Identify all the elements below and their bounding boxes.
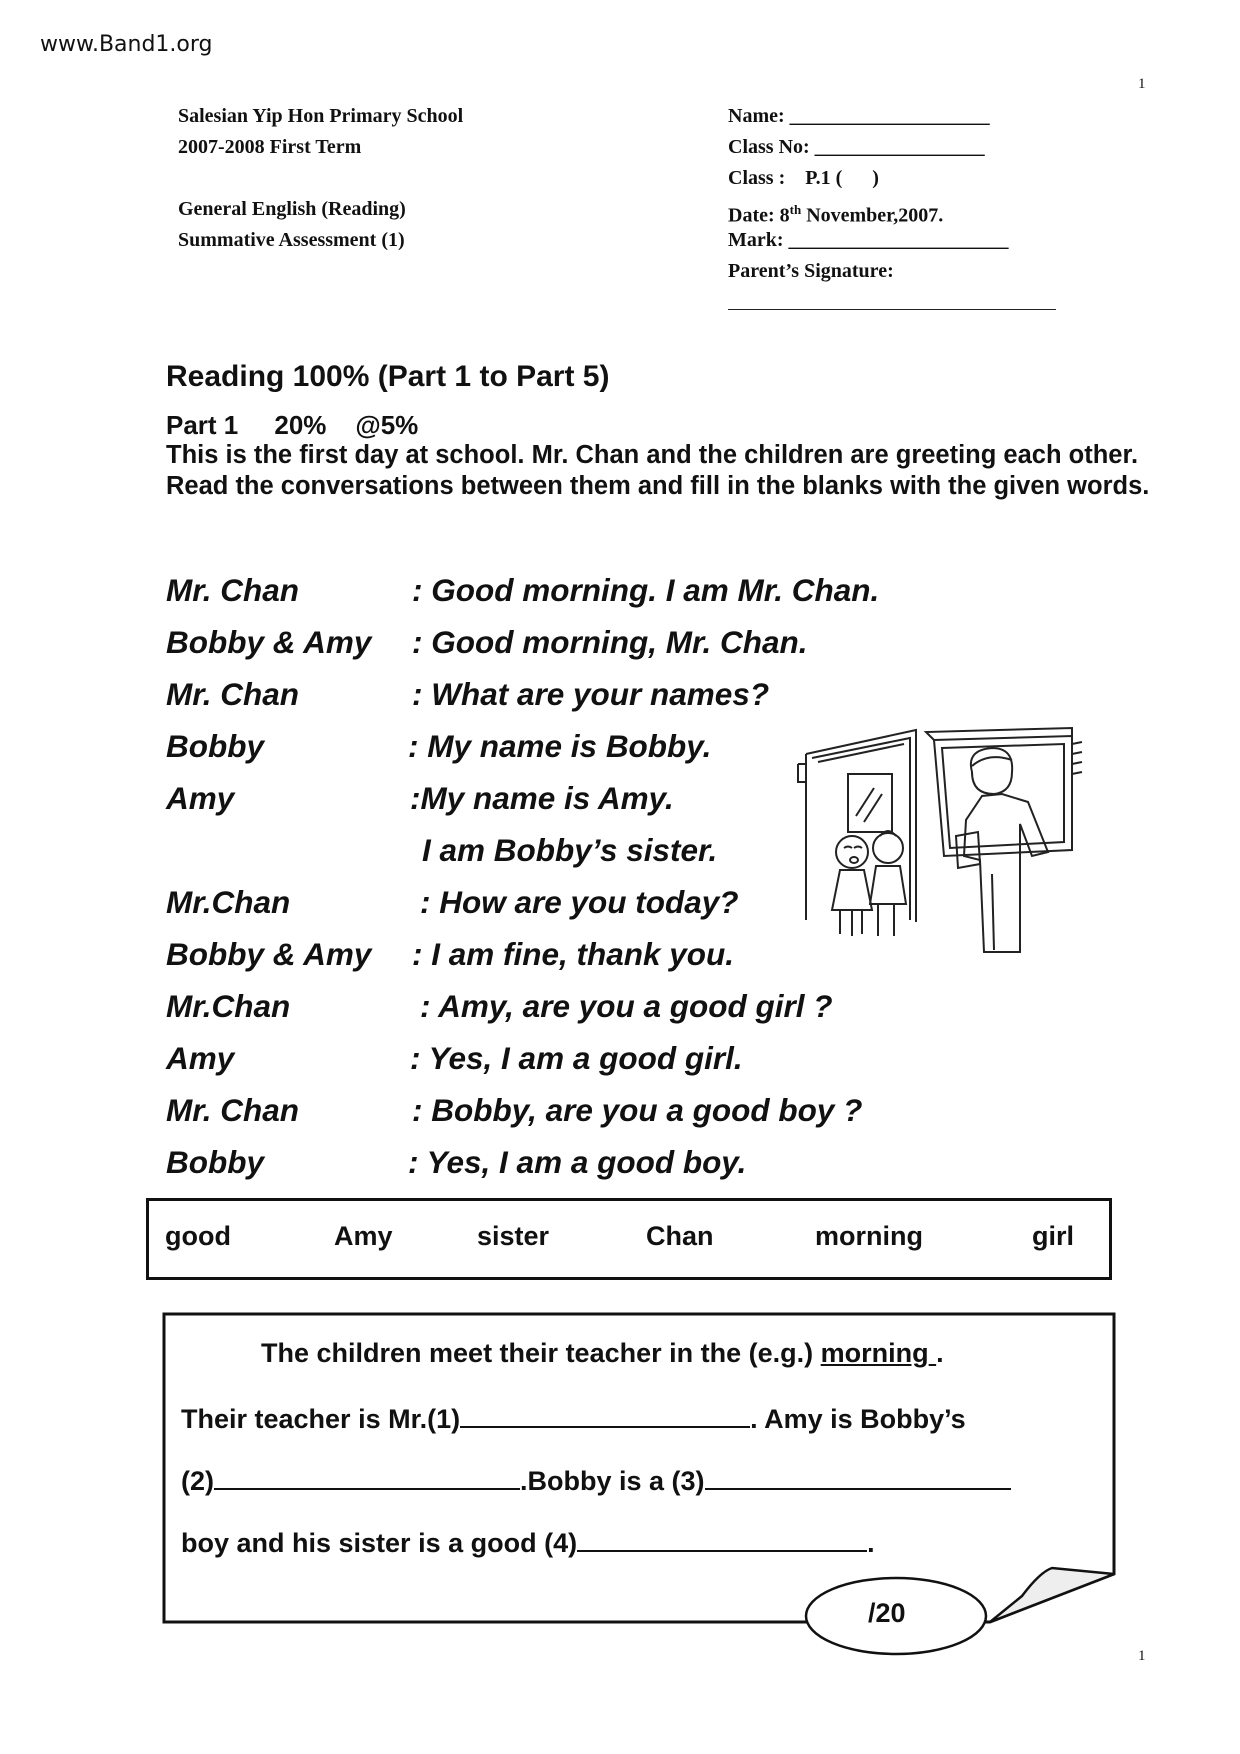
class-field: Class : P.1 ( ) <box>728 167 879 189</box>
word-bank-item: good <box>165 1221 231 1251</box>
signature-line <box>728 309 1056 310</box>
dialogue-line: Bobby : Yes, I am a good boy. <box>166 1144 747 1180</box>
blank-2[interactable] <box>214 1462 520 1490</box>
part-heading: Part 1 20% @5% <box>166 410 419 440</box>
watermark: www.Band1.org <box>40 32 213 57</box>
dialogue-line: Mr.Chan : Amy, are you a good girl ? <box>166 988 833 1024</box>
dialogue-line: Bobby & Amy : Good morning, Mr. Chan. <box>166 624 808 660</box>
word-bank-item: Amy <box>334 1221 393 1251</box>
class-no-field: Class No: _________________ <box>728 136 985 158</box>
dialogue-line: Amy :My name is Amy. <box>166 780 674 816</box>
blank-1[interactable] <box>460 1400 750 1428</box>
passage-line-2: Their teacher is Mr.(1) . Amy is Bobby’s <box>181 1400 966 1435</box>
passage-line-3: (2) .Bobby is a (3) <box>181 1462 1011 1497</box>
dialogue-line: Mr. Chan : What are your names? <box>166 676 770 712</box>
word-bank-item: girl <box>1032 1221 1075 1251</box>
header-left <box>178 101 463 256</box>
example-answer: morning <box>820 1338 929 1368</box>
dialogue-line: Bobby & Amy : I am fine, thank you. <box>166 936 735 972</box>
blank-3[interactable] <box>705 1462 1011 1490</box>
word-bank-item: sister <box>477 1221 550 1251</box>
word-bank-item: Chan <box>646 1221 714 1251</box>
parent-signature-label: Parent’s Signature: <box>728 260 894 282</box>
header-right <box>728 101 1009 287</box>
school-name: Salesian Yip Hon Primary School <box>178 105 464 127</box>
page-number-top: 1 <box>1138 76 1146 92</box>
blank-4[interactable] <box>577 1524 867 1552</box>
dialogue-line: Mr.Chan : How are you today? <box>166 884 739 920</box>
score-total: /20 <box>868 1598 906 1628</box>
word-bank-item: morning <box>815 1221 923 1251</box>
date-field: Date: 8th November,2007. <box>728 202 944 227</box>
term: 2007-2008 First Term <box>178 136 362 158</box>
mark-field: Mark: ______________________ <box>728 229 1009 251</box>
page-number-bottom: 1 <box>1138 1648 1146 1664</box>
instructions: This is the first day at school. Mr. Chan and the children are greeting each other. Read the conversations between them and fill in the blanks with the given words. <box>166 441 1150 500</box>
name-field: Name: ____________________ <box>728 105 990 127</box>
assessment: Summative Assessment (1) <box>178 229 405 251</box>
word-bank <box>146 1198 1112 1280</box>
dialogue-line: Bobby : My name is Bobby. <box>166 728 712 764</box>
dialogue-line: I am Bobby’s sister. <box>422 832 718 868</box>
section-title: Reading 100% (Part 1 to Part 5) <box>166 360 610 393</box>
fill-in-passage <box>163 1322 1115 1622</box>
subject: General English (Reading) <box>178 198 406 220</box>
dialogue-line: Amy : Yes, I am a good girl. <box>166 1040 743 1076</box>
passage-line-1: The children meet their teacher in the (e.g.) morning . <box>261 1338 944 1368</box>
dialogue-line: Mr. Chan : Bobby, are you a good boy ? <box>166 1092 863 1128</box>
dialogue-line: Mr. Chan : Good morning. I am Mr. Chan. <box>166 572 880 608</box>
passage-line-4: boy and his sister is a good (4) . <box>181 1524 875 1559</box>
classroom-illustration <box>796 724 1086 962</box>
